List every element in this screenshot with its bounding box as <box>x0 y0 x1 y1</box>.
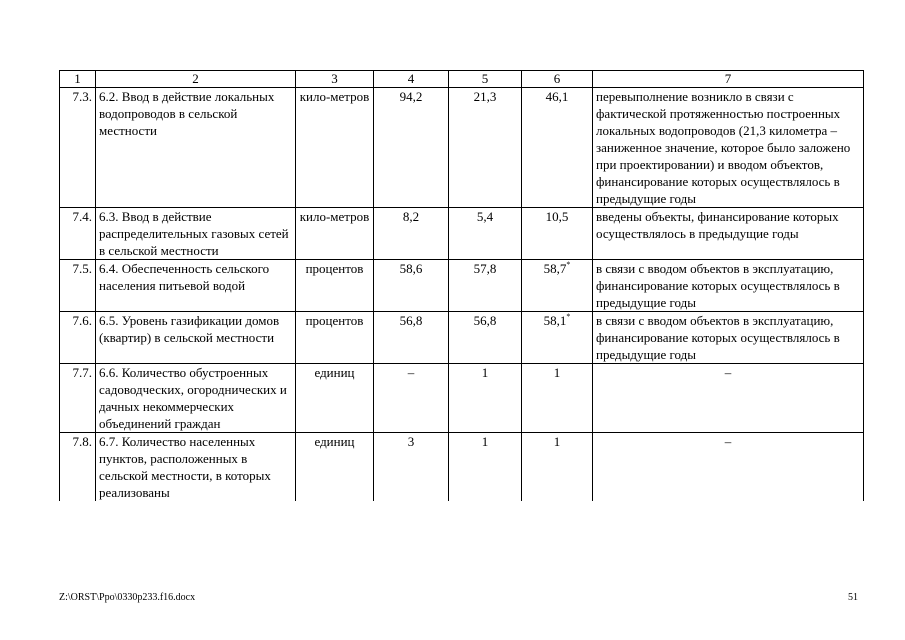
target-value: 21,3 <box>449 88 522 208</box>
target-value: 57,8 <box>449 260 522 312</box>
indicator-name: 6.6. Количество обустроенных садоводческих, огороднических и дачных некоммерческих объединений граждан <box>96 364 296 433</box>
table-row <box>60 260 864 312</box>
plan-value: 58,6 <box>374 260 449 312</box>
table-row <box>60 364 864 433</box>
table-header-row <box>60 71 864 88</box>
actual-value-text: 58,7 <box>543 261 567 276</box>
actual-value <box>522 312 593 364</box>
unit-cell: кило-метров <box>296 88 374 208</box>
column-header: 7 <box>593 71 864 88</box>
column-header: 3 <box>296 71 374 88</box>
unit-cell: процентов <box>296 312 374 364</box>
column-header: 5 <box>449 71 522 88</box>
unit-cell: единиц <box>296 433 374 502</box>
column-header: 6 <box>522 71 593 88</box>
row-number: 7.5. <box>60 260 96 312</box>
table-row <box>60 433 864 502</box>
actual-value-text: 58,1 <box>543 313 567 328</box>
unit-cell: единиц <box>296 364 374 433</box>
actual-value <box>522 260 593 312</box>
indicator-name: 6.3. Ввод в действие распределительных газовых сетей в сельской местности <box>96 208 296 260</box>
actual-value: 46,1 <box>522 88 593 208</box>
table-row <box>60 312 864 364</box>
plan-value: 94,2 <box>374 88 449 208</box>
explanation-note: – <box>593 433 864 502</box>
explanation-note: – <box>593 364 864 433</box>
page-number: 51 <box>848 592 858 603</box>
report-table <box>59 70 864 501</box>
actual-value: 10,5 <box>522 208 593 260</box>
target-value: 1 <box>449 364 522 433</box>
indicator-name: 6.5. Уровень газификации домов (квартир) в сельской местности <box>96 312 296 364</box>
table-row <box>60 208 864 260</box>
footnote-marker: * <box>566 311 571 321</box>
target-value: 56,8 <box>449 312 522 364</box>
target-value: 5,4 <box>449 208 522 260</box>
column-header: 4 <box>374 71 449 88</box>
unit-cell: процентов <box>296 260 374 312</box>
actual-value: 1 <box>522 364 593 433</box>
actual-value: 1 <box>522 433 593 502</box>
row-number: 7.8. <box>60 433 96 502</box>
plan-value: 3 <box>374 433 449 502</box>
indicator-name: 6.4. Обеспеченность сельского населения питьевой водой <box>96 260 296 312</box>
column-header: 2 <box>96 71 296 88</box>
plan-value: – <box>374 364 449 433</box>
indicator-name: 6.2. Ввод в действие локальных водопроводов в сельской местности <box>96 88 296 208</box>
explanation-note: в связи с вводом объектов в эксплуатацию, финансирование которых осуществлялось в предыдущие годы <box>593 312 864 364</box>
table-row <box>60 88 864 208</box>
footnote-marker: * <box>566 259 571 269</box>
plan-value: 8,2 <box>374 208 449 260</box>
row-number: 7.3. <box>60 88 96 208</box>
target-value: 1 <box>449 433 522 502</box>
explanation-note: введены объекты, финансирование которых осуществлялось в предыдущие годы <box>593 208 864 260</box>
unit-cell: кило-метров <box>296 208 374 260</box>
plan-value: 56,8 <box>374 312 449 364</box>
row-number: 7.7. <box>60 364 96 433</box>
indicator-name: 6.7. Количество населенных пунктов, расположенных в сельской местности, в которых реализованы <box>96 433 296 502</box>
explanation-note: перевыполнение возникло в связи с фактической протяженностью построенных локальных водопроводов (21,3 километра – заниженное значение, которое было заложено при проектировании) и вводом объектов, финансирование которых осуществлялось в предыдущие годы <box>593 88 864 208</box>
column-header: 1 <box>60 71 96 88</box>
row-number: 7.6. <box>60 312 96 364</box>
row-number: 7.4. <box>60 208 96 260</box>
footer-file-path: Z:\ORST\Ppo\0330p233.f16.docx <box>59 592 196 603</box>
explanation-note: в связи с вводом объектов в эксплуатацию, финансирование которых осуществлялось в предыдущие годы <box>593 260 864 312</box>
